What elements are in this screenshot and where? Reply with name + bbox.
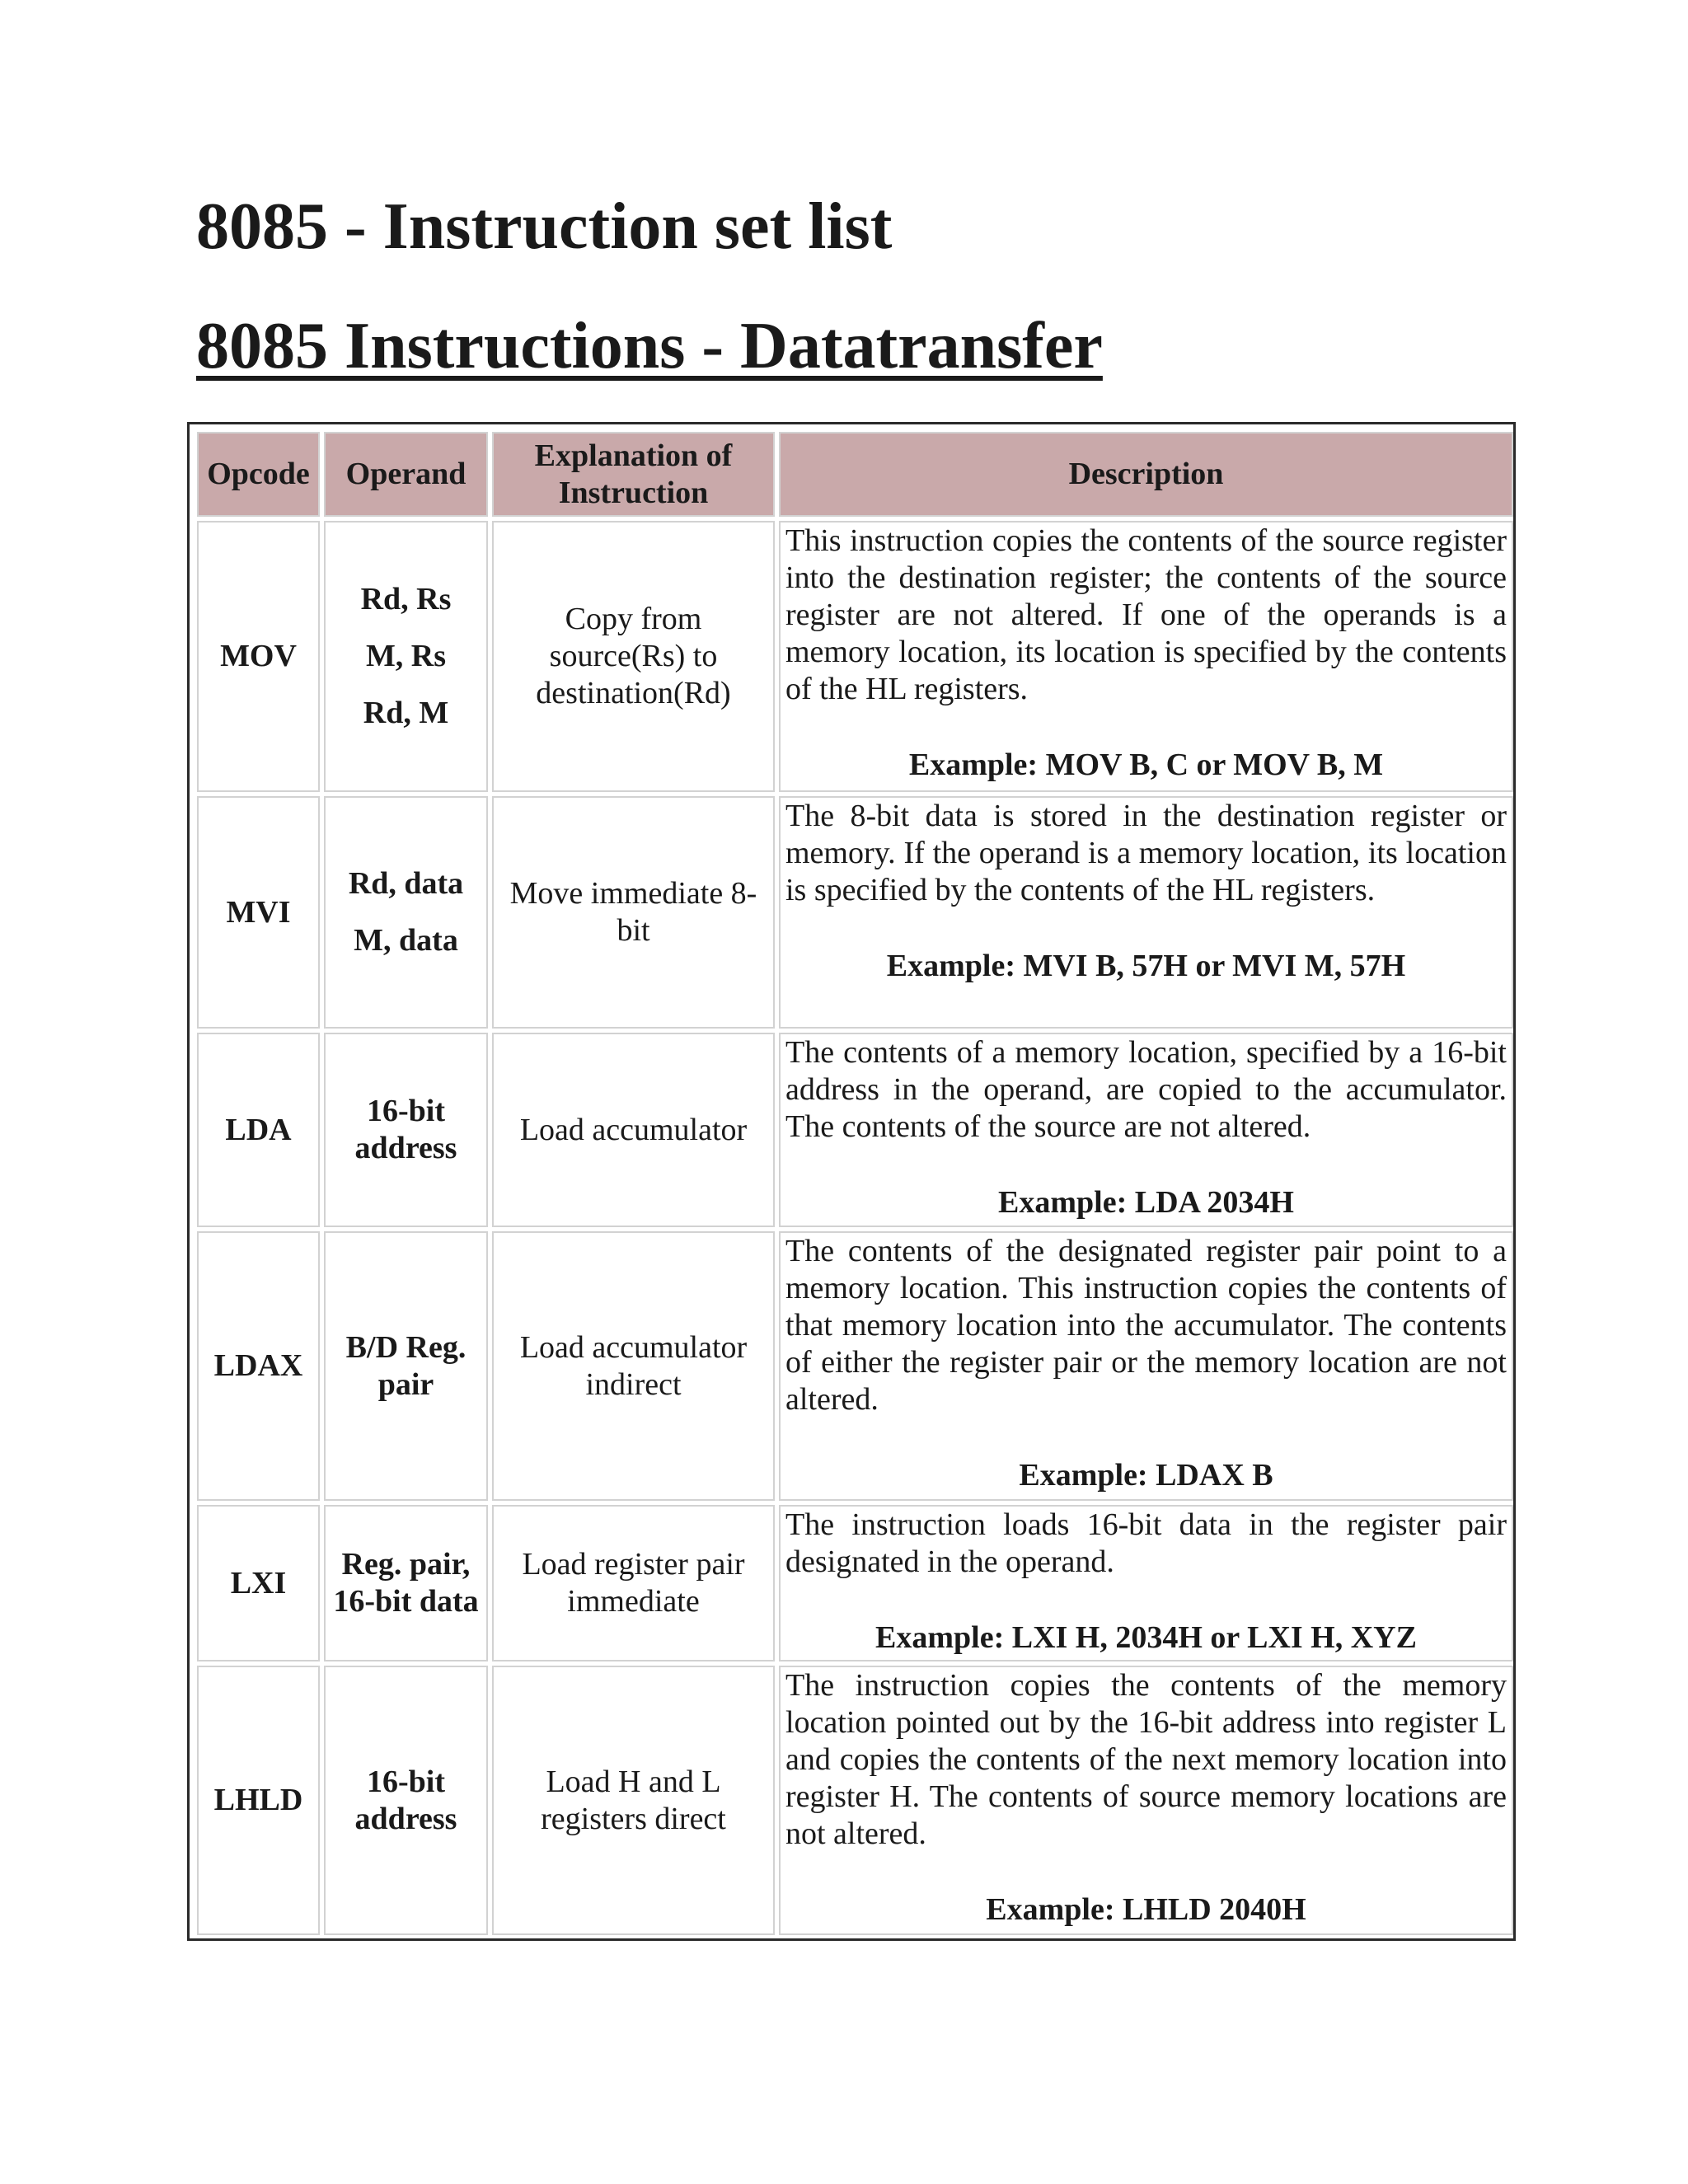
description-cell	[779, 1505, 1513, 1661]
section-heading: 8085 Instructions - Datatransfer	[196, 310, 1103, 382]
description-cell	[779, 521, 1513, 792]
operand-cell	[324, 521, 488, 792]
operand-cell	[324, 1231, 488, 1501]
explanation-cell: Load register pair immediate	[492, 1505, 775, 1661]
operand-cell	[324, 1033, 488, 1227]
table-row	[197, 1231, 1513, 1501]
operand-cell	[324, 1666, 488, 1935]
instruction-table	[193, 428, 1517, 1939]
explanation-cell: Load accumulator indirect	[492, 1231, 775, 1501]
table-row	[197, 1033, 1513, 1227]
header-operand: Operand	[324, 432, 488, 517]
operand-value: Rd, data	[348, 866, 464, 901]
page-title: 8085 - Instruction set list	[196, 190, 893, 263]
description-text: The contents of the designated register pair point to a memory location. This instruction copies the contents of that memory location into the accumulator. The contents of either the register pair or the memory location are not altered.	[785, 1234, 1507, 1417]
operand-value: 16-bit address	[354, 1094, 457, 1165]
header-description: Description	[779, 432, 1513, 517]
operand-value: Reg. pair, 16-bit data	[333, 1547, 479, 1619]
description-cell	[779, 1666, 1513, 1935]
opcode-cell: LDAX	[197, 1231, 320, 1501]
header-explanation: Explanation of Instruction	[492, 432, 775, 517]
description-text: This instruction copies the contents of the source register into the destination register; the contents of the source register are not altered. If one of the operands is a memory location, its location is specified by the contents of the HL registers.	[785, 523, 1507, 706]
opcode-cell: MOV	[197, 521, 320, 792]
opcode-cell: LDA	[197, 1033, 320, 1227]
explanation-cell: Copy from source(Rs) to destination(Rd)	[492, 521, 775, 792]
example-text: Example: LDAX B	[1019, 1458, 1273, 1493]
description-text: The instruction loads 16-bit data in the register pair designated in the operand.	[785, 1507, 1507, 1579]
description-cell	[779, 796, 1513, 1029]
operand-value: M, data	[354, 923, 458, 958]
description-cell	[779, 1033, 1513, 1227]
example-text: Example: MOV B, C or MOV B, M	[908, 748, 1384, 782]
table-row	[197, 1505, 1513, 1661]
explanation-cell: Move immediate 8-bit	[492, 796, 775, 1029]
description-text: The 8-bit data is stored in the destination register or memory. If the operand is a memory location, its location is specified by the contents of the HL registers.	[785, 799, 1507, 907]
explanation-cell: Load H and L registers direct	[492, 1666, 775, 1935]
operand-cell	[324, 1505, 488, 1661]
operand-value: Rd, Rs	[360, 582, 452, 616]
opcode-cell: MVI	[197, 796, 320, 1029]
opcode-cell: LXI	[197, 1505, 320, 1661]
opcode-cell: LHLD	[197, 1666, 320, 1935]
operand-value: M, Rs	[365, 639, 447, 673]
table-row	[197, 521, 1513, 792]
instruction-table-frame	[187, 422, 1516, 1941]
example-text: Example: MVI B, 57H or MVI M, 57H	[886, 949, 1406, 983]
example-text: Example: LXI H, 2034H or LXI H, XYZ	[875, 1620, 1417, 1655]
example-text: Example: LDA 2034H	[998, 1185, 1294, 1220]
operand-value: 16-bit address	[354, 1764, 457, 1836]
description-cell	[779, 1231, 1513, 1501]
description-text: The contents of a memory location, specified by a 16-bit address in the operand, are copied to the accumulator. The contents of the source are not altered.	[785, 1035, 1507, 1144]
operand-cell	[324, 796, 488, 1029]
example-text: Example: LHLD 2040H	[986, 1892, 1306, 1927]
description-text: The instruction copies the contents of the memory location pointed out by the 16-bit address into register L and copies the contents of the next memory location into register H. The contents of source memory locations are not altered.	[785, 1668, 1507, 1851]
table-row	[197, 1666, 1513, 1935]
operand-value: Rd, M	[363, 696, 449, 730]
operand-value: B/D Reg. pair	[345, 1329, 467, 1402]
header-opcode: Opcode	[197, 432, 320, 517]
table-row	[197, 796, 1513, 1029]
table-header-row	[197, 432, 1513, 517]
explanation-cell: Load accumulator	[492, 1033, 775, 1227]
